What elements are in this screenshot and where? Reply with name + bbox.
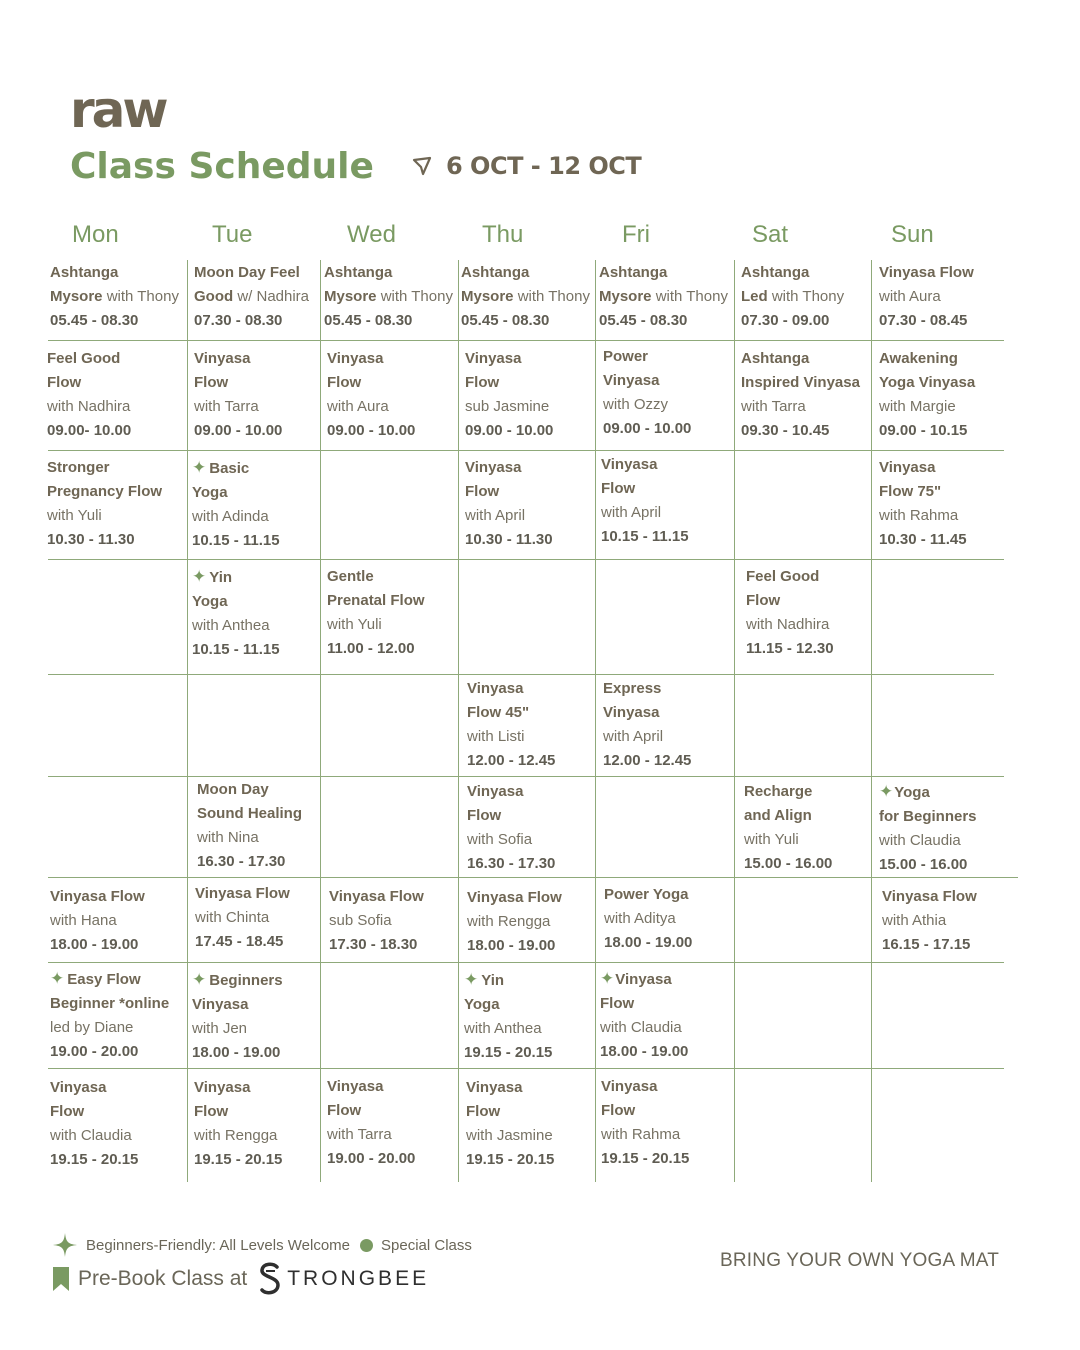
day-header-tue: Tue — [212, 221, 253, 248]
class-name-line2: Flow — [327, 374, 362, 391]
class-instructor: with Adinda — [192, 508, 269, 525]
class-name: Ashtanga — [324, 264, 393, 281]
class-name: Power — [603, 348, 649, 365]
class-instructor: with Claudia — [879, 832, 961, 849]
class-name: Vinyasa Flow — [50, 888, 145, 905]
grid-hline — [48, 674, 994, 675]
class-card-sat-3 — [746, 565, 834, 661]
class-instructor: with Listi — [467, 728, 525, 745]
class-time: 16.30 - 17.30 — [467, 855, 556, 872]
date-range-row — [412, 148, 641, 184]
class-name: Beginners — [209, 972, 283, 989]
class-instructor: sub Jasmine — [465, 398, 550, 415]
class-instructor: with Aura — [879, 288, 941, 305]
class-instructor: sub Sofia — [329, 912, 392, 929]
sparkle-icon: ✦ — [600, 969, 615, 988]
class-time: 19.00 - 20.00 — [50, 1043, 139, 1060]
class-name: Ashtanga — [461, 264, 530, 281]
class-type: Mysore — [50, 288, 103, 305]
class-card-sun-3 — [879, 456, 967, 552]
class-card-wed-1 — [324, 261, 453, 333]
class-name-line2: Flow — [600, 995, 635, 1012]
class-name: Ashtanga — [741, 350, 810, 367]
class-name: Ashtanga — [599, 264, 668, 281]
class-instructor: with Rengga — [467, 913, 551, 930]
class-name: Vinyasa — [465, 459, 522, 476]
bring-mat-note: BRING YOUR OWN YOGA MAT — [720, 1250, 1000, 1271]
class-instructor: with Claudia — [50, 1127, 132, 1144]
class-instructor: with Nadhira — [746, 616, 830, 633]
class-name: Yin — [209, 569, 233, 586]
class-instructor: with Tarra — [194, 398, 259, 415]
class-card-mon-2 — [47, 347, 131, 443]
day-header-sat: Sat — [752, 221, 789, 248]
class-name-line2: Pregnancy Flow — [47, 483, 163, 500]
class-instructor: with Jasmine — [466, 1127, 553, 1144]
class-instructor: with Nina — [197, 829, 259, 846]
class-instructor: w/ Nadhira — [233, 288, 310, 305]
class-name-line2: Yoga — [192, 593, 228, 610]
class-instructor: with Anthea — [464, 1020, 542, 1037]
class-name: Vinyasa — [327, 350, 384, 367]
class-time: 09.00 - 10.00 — [603, 420, 692, 437]
class-name: Vinyasa — [615, 971, 672, 988]
class-instructor: with April — [465, 507, 526, 524]
class-name: Moon Day Feel — [194, 264, 300, 281]
class-card-fri-7 — [601, 1075, 689, 1171]
date-range: 6 OCT - 12 OCT — [446, 152, 642, 180]
class-instructor: led by Diane — [50, 1019, 134, 1036]
class-instructor: with Nadhira — [47, 398, 131, 415]
class-time: 09.00 - 10.15 — [879, 422, 968, 439]
class-time: 09.30 - 10.45 — [741, 422, 830, 439]
class-card-thu-8 — [466, 1076, 554, 1172]
class-card-thu-3 — [465, 456, 553, 552]
class-time: 05.45 - 08.30 — [324, 312, 413, 329]
class-instructor: with Rahma — [879, 507, 959, 524]
class-name-line2: Yoga — [192, 484, 228, 501]
class-name: Feel Good — [746, 568, 820, 585]
class-time: 11.00 - 12.00 — [327, 640, 415, 657]
class-time: 19.15 - 20.15 — [194, 1151, 283, 1168]
class-card-sun-1 — [879, 261, 974, 333]
sparkle-icon: ✦ — [192, 458, 207, 477]
legend-beginners-label: Beginners-Friendly: All Levels Welcome — [86, 1236, 351, 1254]
sparkle-icon: ✦ — [192, 970, 207, 989]
class-card-fri-4 — [603, 677, 691, 773]
class-name: Vinyasa — [194, 350, 251, 367]
class-instructor: with Jen — [192, 1020, 248, 1037]
grid-vline — [187, 260, 188, 1182]
class-name: Vinyasa — [327, 1078, 384, 1095]
class-time: 12.00 - 12.45 — [467, 752, 556, 769]
class-name-line2: Prenatal Flow — [327, 592, 425, 609]
class-name: Easy Flow — [67, 971, 141, 988]
prebook-label: Pre-Book Class at — [78, 1267, 248, 1290]
class-type: Mysore — [599, 288, 652, 305]
class-time: 10.15 - 11.15 — [192, 532, 280, 549]
class-card-tue-1 — [194, 261, 309, 333]
class-name: Vinyasa — [467, 783, 524, 800]
class-time: 19.15 - 20.15 — [50, 1151, 139, 1168]
class-name: Moon Day — [197, 781, 269, 798]
class-instructor: with Claudia — [600, 1019, 682, 1036]
class-name-line2: Flow — [601, 480, 636, 497]
class-instructor: with Tarra — [741, 398, 806, 415]
class-instructor: with Hana — [50, 912, 117, 929]
sparkle-icon: ✦ — [464, 970, 479, 989]
class-name-line2: and Align — [744, 807, 812, 824]
class-instructor: with April — [603, 728, 664, 745]
class-name-line2: Good — [194, 288, 234, 305]
class-card-fri-1 — [599, 261, 728, 333]
class-time: 12.00 - 12.45 — [603, 752, 692, 769]
class-card-thu-5 — [467, 780, 555, 876]
grid-hline — [48, 776, 1004, 777]
class-card-sat-2 — [741, 347, 860, 443]
class-card-tue-4 — [192, 565, 280, 662]
class-name: Basic — [209, 460, 250, 477]
class-instructor: with Thony — [102, 288, 179, 305]
class-name: Express — [603, 680, 662, 697]
grid-hline — [48, 340, 1004, 341]
class-name-line2: Flow — [601, 1102, 636, 1119]
class-name-line2: Beginner *online — [50, 995, 170, 1012]
class-name: Yin — [481, 972, 505, 989]
class-time: 10.15 - 11.15 — [192, 641, 280, 658]
class-time: 10.30 - 11.30 — [465, 531, 553, 548]
class-time: 17.30 - 18.30 — [329, 936, 418, 953]
legend — [52, 1232, 472, 1258]
class-card-mon-1 — [50, 261, 179, 333]
class-time: 18.00 - 19.00 — [604, 934, 693, 951]
class-name: Vinyasa — [465, 350, 522, 367]
class-card-tue-6 — [195, 882, 290, 954]
class-name-line2: for Beginners — [879, 808, 977, 825]
class-card-tue-5 — [197, 778, 302, 874]
class-name-line2: Flow — [50, 1103, 85, 1120]
class-time: 15.00 - 16.00 — [744, 855, 833, 872]
special-class-dot-icon — [360, 1239, 373, 1252]
bookmark-icon — [52, 1266, 70, 1292]
day-header-sun: Sun — [891, 221, 934, 248]
class-name: Ashtanga — [741, 264, 810, 281]
class-instructor: with Ozzy — [603, 396, 669, 413]
sparkle-icon — [52, 1232, 78, 1258]
sparkle-icon: ✦ — [192, 567, 207, 586]
class-card-tue-7 — [192, 968, 283, 1065]
strongbee-logo-icon — [257, 1262, 283, 1296]
class-time: 07.30 - 09.00 — [741, 312, 830, 329]
class-time: 18.00 - 19.00 — [600, 1043, 689, 1060]
class-time: 16.30 - 17.30 — [197, 853, 286, 870]
class-time: 11.15 - 12.30 — [746, 640, 834, 657]
class-time: 10.30 - 11.45 — [879, 531, 967, 548]
send-arrow-icon — [412, 156, 432, 176]
class-time: 16.15 - 17.15 — [882, 936, 971, 953]
class-time: 10.15 - 11.15 — [601, 528, 689, 545]
class-instructor: with Rengga — [194, 1127, 278, 1144]
class-name: Vinyasa — [601, 1078, 658, 1095]
class-instructor: with Thony — [376, 288, 453, 305]
day-header-mon: Mon — [72, 221, 119, 248]
class-card-sat-4 — [744, 780, 832, 876]
class-card-sat-1 — [741, 261, 844, 333]
class-name-line2: Flow — [47, 374, 82, 391]
class-time: 05.45 - 08.30 — [461, 312, 550, 329]
class-name-line2: Sound Healing — [197, 805, 302, 822]
class-card-sun-2 — [879, 347, 975, 443]
class-card-thu-6 — [467, 886, 562, 958]
grid-hline — [48, 877, 1018, 878]
class-type: Mysore — [461, 288, 514, 305]
class-name-line2: Vinyasa — [192, 996, 249, 1013]
class-time: 17.45 - 18.45 — [195, 933, 284, 950]
class-time: 18.00 - 19.00 — [467, 937, 556, 954]
class-instructor: with Athia — [882, 912, 947, 929]
class-instructor: with Tarra — [327, 1126, 392, 1143]
class-time: 09.00- 10.00 — [47, 422, 132, 439]
grid-hline — [48, 962, 1004, 963]
page-title: Class Schedule — [70, 146, 374, 187]
class-card-fri-6 — [600, 967, 688, 1064]
class-name: Recharge — [744, 783, 813, 800]
class-time: 19.15 - 20.15 — [464, 1044, 553, 1061]
class-name-line2: Flow 75" — [879, 483, 942, 500]
class-name-line2: Vinyasa — [603, 372, 660, 389]
class-instructor: with Sofia — [467, 831, 533, 848]
class-name: Vinyasa Flow — [467, 889, 562, 906]
class-card-thu-7 — [464, 968, 552, 1065]
class-card-tue-2 — [194, 347, 282, 443]
class-name-line2: Flow 45" — [467, 704, 530, 721]
class-card-fri-2 — [603, 345, 691, 441]
class-type: Led — [741, 288, 768, 305]
class-name-line2: Vinyasa — [603, 704, 660, 721]
grid-vline — [595, 260, 596, 1182]
grid-vline — [871, 260, 872, 1182]
sparkle-icon: ✦ — [50, 969, 65, 988]
class-card-wed-3 — [327, 565, 425, 661]
class-instructor: with Aditya — [604, 910, 676, 927]
class-name: Yoga — [894, 784, 930, 801]
class-name-line2: Inspired Vinyasa — [741, 374, 860, 391]
class-name-line2: Flow — [465, 483, 500, 500]
class-card-wed-2 — [327, 347, 415, 443]
class-time: 18.00 - 19.00 — [50, 936, 139, 953]
class-card-mon-4 — [50, 885, 145, 957]
class-name: Stronger — [47, 459, 110, 476]
class-time: 09.00 - 10.00 — [327, 422, 416, 439]
day-header-thu: Thu — [482, 221, 524, 248]
class-name: Vinyasa Flow — [882, 888, 977, 905]
class-instructor: with Yuli — [327, 616, 382, 633]
class-card-tue-8 — [194, 1076, 282, 1172]
class-name: Vinyasa — [50, 1079, 107, 1096]
grid-hline — [48, 450, 1004, 451]
class-card-thu-4 — [467, 677, 555, 773]
class-name: Feel Good — [47, 350, 121, 367]
class-instructor: with Chinta — [195, 909, 270, 926]
class-name: Gentle — [327, 568, 374, 585]
class-name: Ashtanga — [50, 264, 119, 281]
class-instructor: with Yuli — [744, 831, 799, 848]
grid-hline — [48, 559, 1004, 560]
class-name-line2: Flow — [327, 1102, 362, 1119]
class-card-mon-5 — [50, 967, 169, 1064]
class-card-tue-3 — [192, 456, 280, 553]
class-name-line2: Flow — [466, 1103, 501, 1120]
class-time: 15.00 - 16.00 — [879, 856, 968, 873]
raw-logo: raw — [70, 81, 166, 139]
class-name-line2: Flow — [467, 807, 502, 824]
class-instructor: with Margie — [879, 398, 956, 415]
class-instructor: with Rahma — [601, 1126, 681, 1143]
class-name: Vinyasa — [194, 1079, 251, 1096]
class-name: Vinyasa — [466, 1079, 523, 1096]
class-instructor: with April — [601, 504, 662, 521]
class-card-sun-4 — [879, 780, 977, 877]
class-card-thu-2 — [465, 347, 553, 443]
class-name: Vinyasa Flow — [329, 888, 424, 905]
class-card-mon-3 — [47, 456, 162, 552]
class-name: Vinyasa — [467, 680, 524, 697]
class-name-line2: Flow — [746, 592, 781, 609]
class-instructor: with Thony — [651, 288, 728, 305]
class-name: Vinyasa Flow — [879, 264, 974, 281]
class-time: 10.30 - 11.30 — [47, 531, 135, 548]
class-time: 18.00 - 19.00 — [192, 1044, 281, 1061]
class-name: Vinyasa — [601, 456, 658, 473]
class-time: 09.00 - 10.00 — [194, 422, 283, 439]
grid-hline — [48, 1068, 1004, 1069]
class-card-wed-5 — [327, 1075, 415, 1171]
class-card-thu-1 — [461, 261, 590, 333]
class-time: 19.15 - 20.15 — [601, 1150, 690, 1167]
class-name: Vinyasa — [879, 459, 936, 476]
prebook-row — [52, 1262, 429, 1296]
class-name-line2: Flow — [194, 374, 229, 391]
class-time: 19.15 - 20.15 — [466, 1151, 555, 1168]
day-header-fri: Fri — [622, 221, 650, 248]
class-name: Power Yoga — [604, 886, 689, 903]
class-card-fri-3 — [601, 453, 689, 549]
class-instructor: with Aura — [327, 398, 389, 415]
strongbee-brand[interactable]: TRONGBEE — [287, 1267, 430, 1290]
class-card-wed-4 — [329, 885, 424, 957]
class-instructor: with Thony — [513, 288, 590, 305]
grid-vline — [320, 260, 321, 1182]
class-instructor: with Yuli — [47, 507, 102, 524]
class-name: Awakening — [879, 350, 958, 367]
class-time: 09.00 - 10.00 — [465, 422, 554, 439]
grid-vline — [734, 260, 735, 1182]
class-card-fri-5 — [604, 883, 692, 955]
class-name: Vinyasa Flow — [195, 885, 290, 902]
class-time: 19.00 - 20.00 — [327, 1150, 416, 1167]
day-header-wed: Wed — [347, 221, 396, 248]
class-card-sun-5 — [882, 885, 977, 957]
grid-vline — [458, 260, 459, 1182]
class-time: 07.30 - 08.30 — [194, 312, 283, 329]
class-type: Mysore — [324, 288, 377, 305]
class-time: 05.45 - 08.30 — [50, 312, 139, 329]
legend-special-label: Special Class — [381, 1236, 472, 1254]
class-name-line2: Yoga Vinyasa — [879, 374, 976, 391]
class-name-line2: Yoga — [464, 996, 500, 1013]
sparkle-icon: ✦ — [879, 782, 894, 801]
class-instructor: with Thony — [767, 288, 845, 305]
class-card-mon-6 — [50, 1076, 138, 1172]
class-time: 07.30 - 08.45 — [879, 312, 968, 329]
class-time: 05.45 - 08.30 — [599, 312, 688, 329]
class-name-line2: Flow — [194, 1103, 229, 1120]
class-instructor: with Anthea — [192, 617, 270, 634]
class-name-line2: Flow — [465, 374, 500, 391]
